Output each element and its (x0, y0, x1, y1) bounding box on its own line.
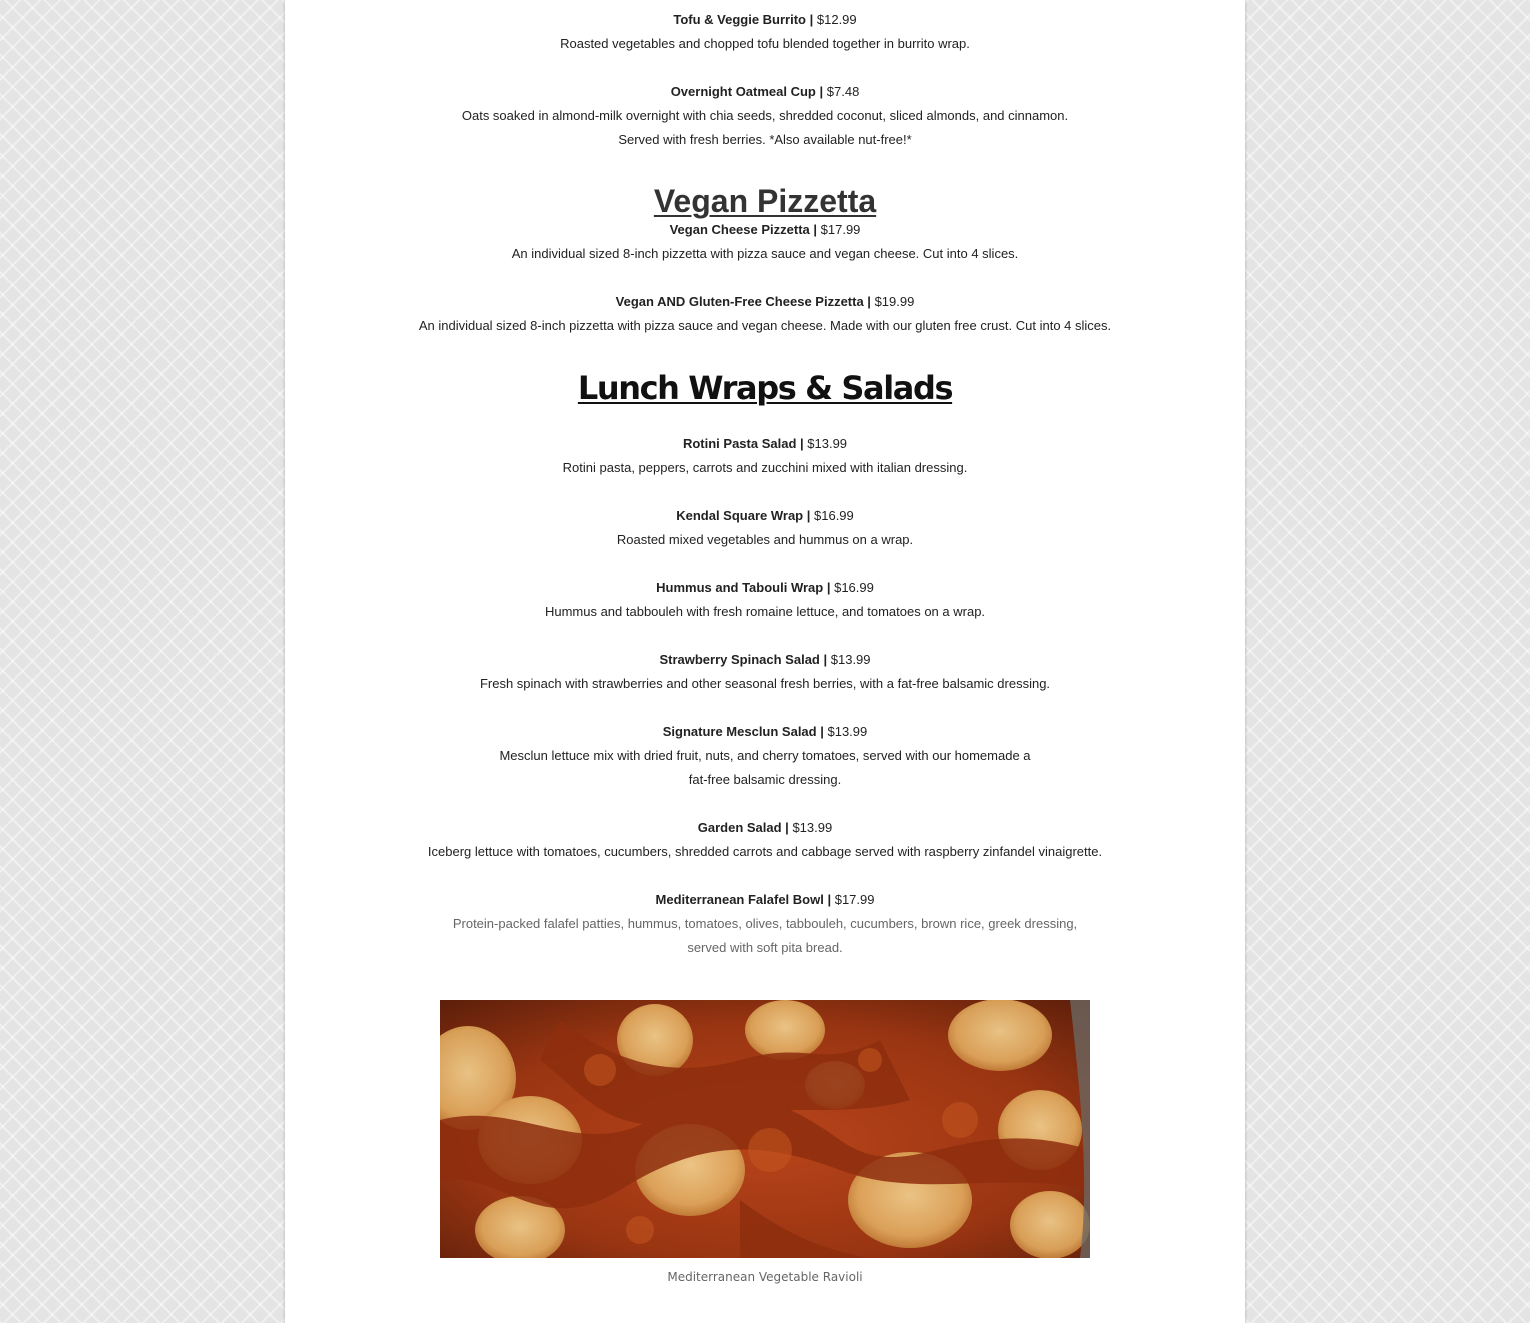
menu-content (285, 0, 1245, 1286)
menu-item-vegan-cheese-pizzetta (285, 218, 1245, 266)
menu-page (285, 0, 1245, 1323)
item-description: Oats soaked in almond-milk overnight with chia seeds, shredded coconut, sliced almonds, and cinnamon. (461, 108, 1069, 123)
item-name: Vegan AND Gluten-Free Cheese Pizzetta | (615, 294, 871, 309)
menu-item-strawberry-spinach-salad (285, 648, 1245, 696)
menu-item-overnight-oatmeal-cup (285, 80, 1245, 152)
item-price: $17.99 (834, 892, 875, 907)
item-price: $16.99 (834, 580, 874, 595)
item-price: $13.99 (830, 652, 871, 667)
item-name: Garden Salad | (697, 820, 789, 835)
item-description: An individual sized 8-inch pizzetta with pizza sauce and vegan cheese. Cut into 4 slices. (511, 246, 1019, 261)
item-price: $13.99 (807, 436, 848, 451)
item-name: Strawberry Spinach Salad | (659, 652, 828, 667)
item-price: $19.99 (874, 294, 915, 309)
item-name: Overnight Oatmeal Cup | (670, 84, 824, 99)
menu-item-tofu-veggie-burrito (285, 8, 1245, 56)
item-name: Signature Mesclun Salad | (662, 724, 824, 739)
menu-item-garden-salad (285, 816, 1245, 864)
section-heading-lunch-wraps-salads: Lunch Wraps & Salads (577, 369, 953, 407)
item-description: An individual sized 8-inch pizzetta with pizza sauce and vegan cheese. Made with our gluten free crust. Cut into 4 slices. (418, 318, 1112, 333)
menu-item-rotini-pasta-salad (285, 432, 1245, 480)
item-description: Rotini pasta, peppers, carrots and zucchini mixed with italian dressing. (562, 460, 968, 475)
item-description: Hummus and tabbouleh with fresh romaine lettuce, and tomatoes on a wrap. (544, 604, 986, 619)
menu-item-kendal-square-wrap (285, 504, 1245, 552)
item-description: Served with fresh berries. *Also available nut-free!* (618, 132, 912, 147)
item-price: $17.99 (820, 222, 861, 237)
item-name: Tofu & Veggie Burrito | (673, 12, 814, 27)
menu-item-vegan-gf-cheese-pizzetta (285, 290, 1245, 338)
photo-caption: Mediterranean Vegetable Ravioli (667, 1270, 863, 1284)
section-heading-vegan-pizzetta: Vegan Pizzetta (653, 183, 877, 219)
item-price: $7.48 (826, 84, 860, 99)
item-name: Kendal Square Wrap | (676, 508, 811, 523)
item-price: $13.99 (827, 724, 868, 739)
item-description: Protein-packed falafel patties, hummus, tomatoes, olives, tabbouleh, cucumbers, brown rice, greek dressing, (452, 916, 1078, 931)
item-description: Mesclun lettuce mix with dried fruit, nuts, and cherry tomatoes, served with our homemade a (499, 748, 1031, 763)
item-price: $16.99 (814, 508, 854, 523)
item-price: $12.99 (816, 12, 857, 27)
menu-item-signature-mesclun-salad (285, 720, 1245, 792)
menu-item-hummus-tabouli-wrap (285, 576, 1245, 624)
item-description: Fresh spinach with strawberries and other seasonal fresh berries, with a fat-free balsamic dressing. (479, 676, 1051, 691)
item-price: $13.99 (792, 820, 833, 835)
item-description: served with soft pita bread. (687, 940, 843, 955)
item-description: Roasted mixed vegetables and hummus on a wrap. (616, 532, 914, 547)
item-description: fat-free balsamic dressing. (688, 772, 842, 787)
item-description: Roasted vegetables and chopped tofu blended together in burrito wrap. (560, 36, 970, 51)
item-name: Mediterranean Falafel Bowl | (655, 892, 832, 907)
item-name: Vegan Cheese Pizzetta | (669, 222, 818, 237)
ravioli-image (440, 1000, 1090, 1258)
food-photo (440, 1000, 1090, 1258)
item-description: Iceberg lettuce with tomatoes, cucumbers, shredded carrots and cabbage served with raspberry zinfandel vinaigrette. (427, 844, 1103, 859)
item-name: Rotini Pasta Salad | (682, 436, 804, 451)
item-name: Hummus and Tabouli Wrap | (656, 580, 831, 595)
menu-item-mediterranean-falafel-bowl (285, 888, 1245, 960)
